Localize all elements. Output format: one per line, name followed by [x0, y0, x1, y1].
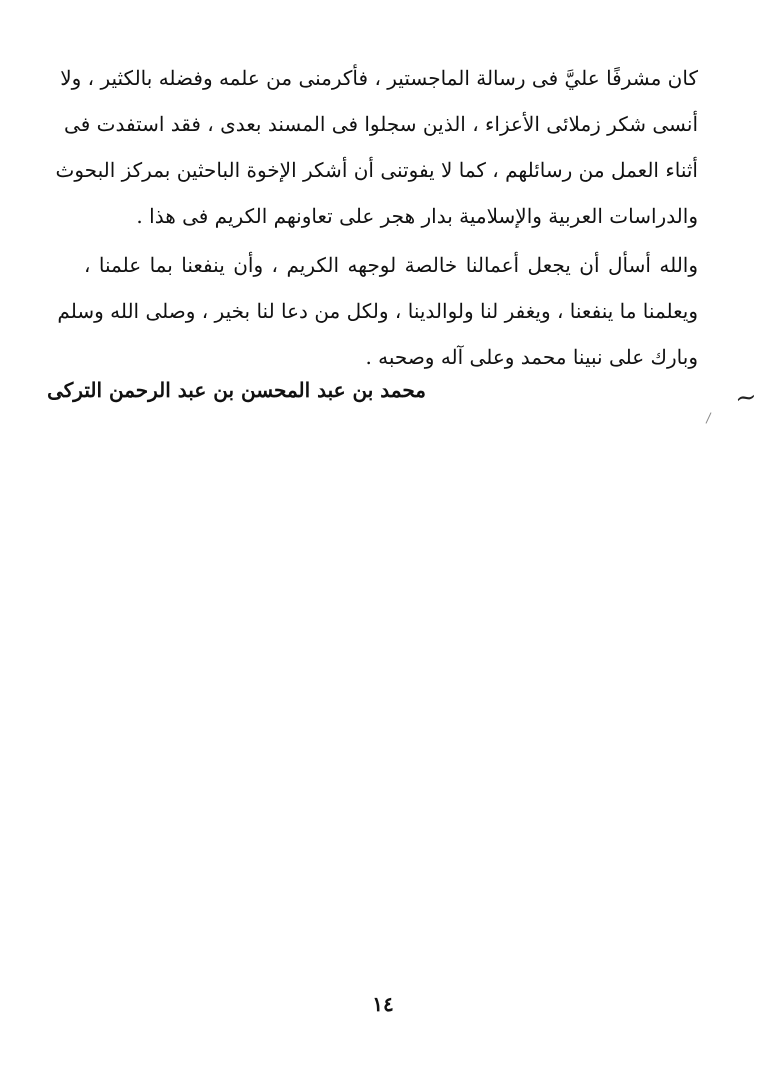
margin-pen-mark: ~: [733, 381, 759, 415]
body-text: [55, 55, 698, 380]
text-line: أثناء العمل من رسائلهم ، كما لا يفوتنى أن أشكر الإخوة الباحثين بمركز البحوث: [55, 158, 698, 182]
paragraph-acknowledgements: [55, 55, 698, 239]
paragraph-prayer: [57, 242, 698, 380]
scan-speck: [706, 412, 712, 423]
text-line: كان مشرفًا عليَّ فى رسالة الماجستير ، فأكرمنى من علمه وفضله بالكثير ، ولا: [60, 66, 698, 90]
author-signature: محمد بن عبد المحسن بن عبد الرحمن التركى: [47, 378, 426, 402]
text-line: وبارك على نبينا محمد وعلى آله وصحبه .: [365, 345, 698, 369]
page-number: ١٤: [372, 992, 394, 1016]
text-line: والله أسأل أن يجعل أعمالنا خالصة لوجهه الكريم ، وأن ينفعنا بما علمنا ،: [84, 253, 698, 277]
text-line: ويعلمنا ما ينفعنا ، ويغفر لنا ولوالدينا ، ولكل من دعا لنا بخير ، وصلى الله وسلم: [57, 299, 698, 323]
text-line: والدراسات العربية والإسلامية بدار هجر على تعاونهم الكريم فى هذا .: [136, 204, 698, 228]
text-line: أنسى شكر زملائى الأعزاء ، الذين سجلوا فى المسند بعدى ، فقد استفدت فى: [64, 112, 698, 136]
